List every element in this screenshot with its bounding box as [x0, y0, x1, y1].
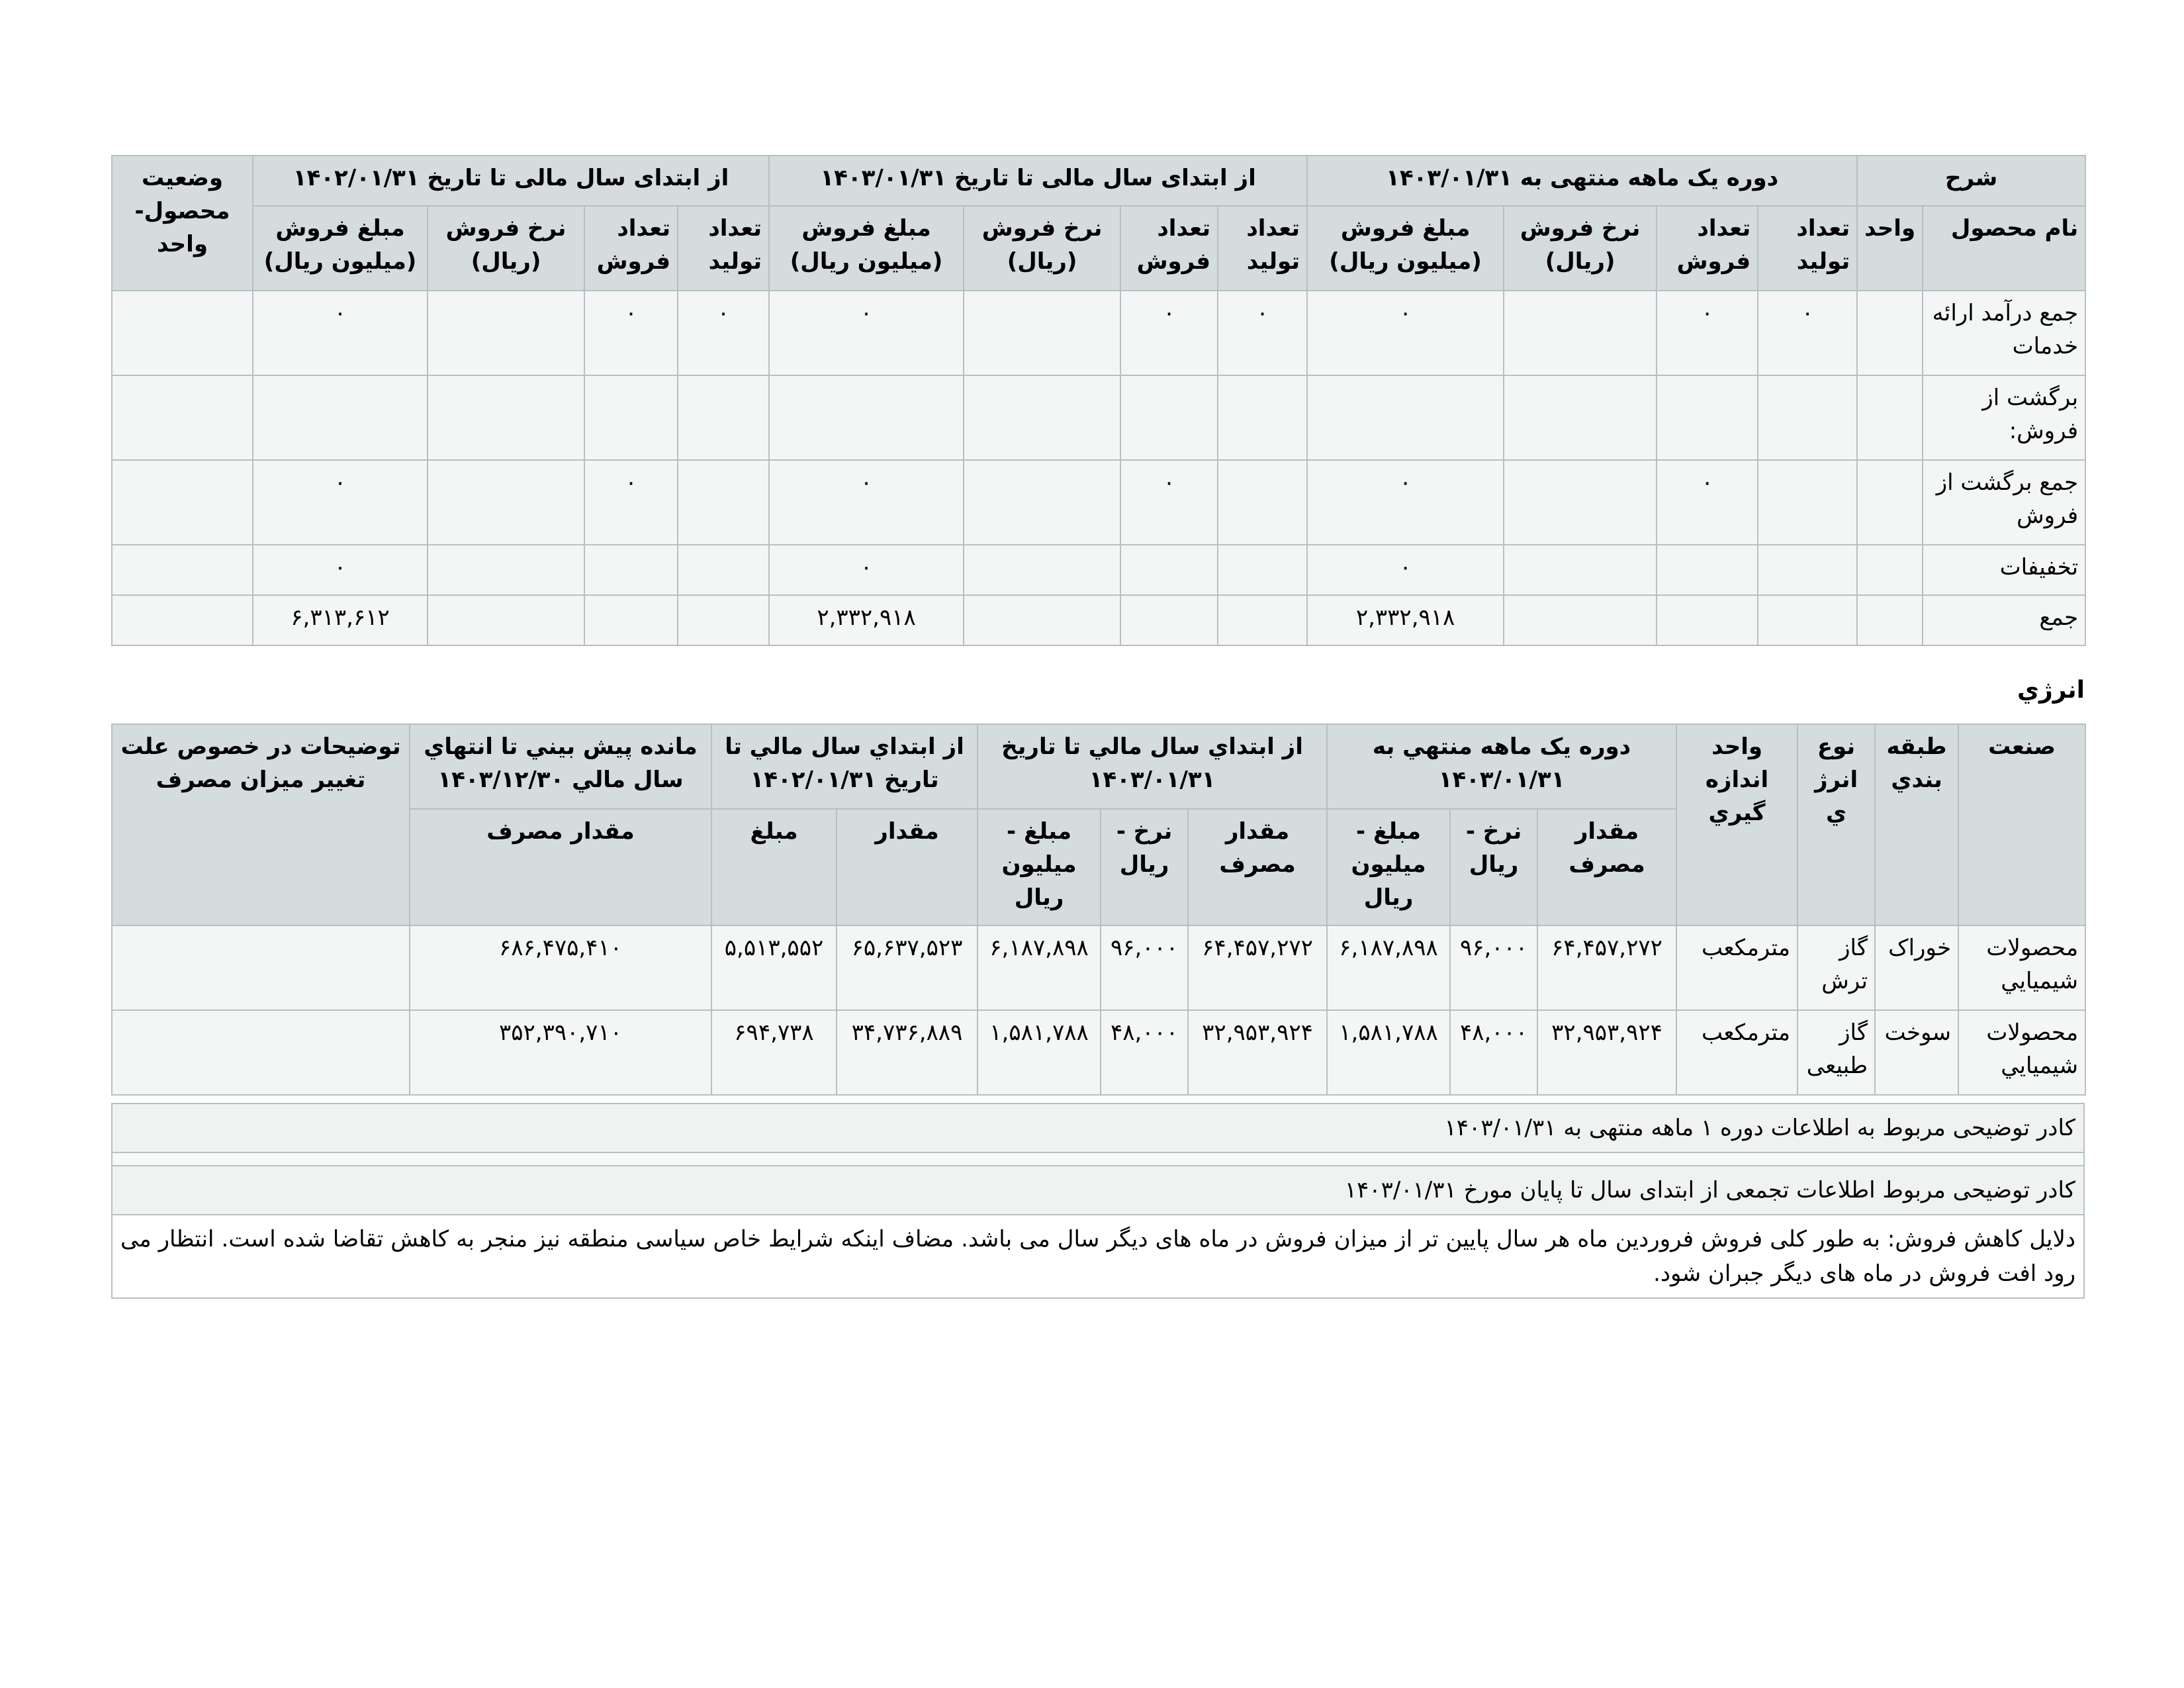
- header-category: طبقه بندي: [1875, 724, 1958, 925]
- value-cell: [1504, 595, 1657, 645]
- value-cell: ۳۴,۷۳۶,۸۸۹: [837, 1010, 978, 1095]
- value-cell: [1218, 375, 1307, 460]
- header-production-count: تعداد تولید: [1758, 206, 1857, 291]
- value-cell: [1758, 375, 1857, 460]
- category-cell: سوخت: [1875, 1010, 1958, 1095]
- header-amount: مبلغ: [711, 809, 837, 925]
- header-period-3: از ابتدای سال مالی تا تاریخ ۱۴۰۲/۰۱/۳۱: [253, 156, 769, 206]
- sales-table: [111, 155, 2086, 646]
- status-cell: [112, 375, 253, 460]
- header-quantity: مقدار: [837, 809, 978, 925]
- value-cell: ۰: [1120, 291, 1218, 375]
- table-row: [112, 291, 2085, 375]
- value-cell: [428, 291, 584, 375]
- value-cell: ۰: [1307, 545, 1504, 595]
- value-cell: ۰: [1218, 291, 1307, 375]
- row-label: برگشت از فروش:: [1923, 375, 2085, 460]
- value-cell: [678, 595, 769, 645]
- value-cell: [964, 595, 1120, 645]
- header-sales-amount: مبلغ فروش (میلیون ریال): [769, 206, 964, 291]
- value-cell: ۱,۵۸۱,۷۸۸: [978, 1010, 1101, 1095]
- value-cell: [428, 545, 584, 595]
- value-cell: ۰: [1657, 291, 1758, 375]
- status-cell: [112, 460, 253, 545]
- row-label: جمع درآمد ارائه خدمات: [1923, 291, 2085, 375]
- explanation-cell: [112, 1010, 410, 1095]
- value-cell: ۶۴,۴۵۷,۲۷۲: [1188, 925, 1327, 1010]
- note-sales-decrease-reason: دلایل کاهش فروش: به طور کلی فروش فروردین ماه هر سال پایین تر از میزان فروش در ماه های دیگر سال می باشد. مضاف اینکه شرایط خاص سیاسی منطقه نیز منجر به کاهش تقاضا شده است. انتظار می رود افت فروش در ماه های دیگر جبران شود.: [111, 1215, 2085, 1299]
- header-sales-rate: نرخ فروش (ریال): [1504, 206, 1657, 291]
- value-cell: [964, 545, 1120, 595]
- energy-type-cell: گاز طبیعی: [1797, 1010, 1875, 1095]
- table-row: [112, 545, 2085, 595]
- value-cell: [1758, 460, 1857, 545]
- header-sharh: شرح: [1857, 156, 2085, 206]
- industry-cell: محصولات شيميايي: [1958, 925, 2085, 1010]
- unit-cell: [1857, 291, 1923, 375]
- value-cell: ۰: [1307, 460, 1504, 545]
- value-cell: ۰: [253, 460, 428, 545]
- value-cell: [1504, 460, 1657, 545]
- value-cell: [584, 595, 678, 645]
- value-cell: [1657, 545, 1758, 595]
- header-sales-amount: مبلغ فروش (میلیون ریال): [253, 206, 428, 291]
- header-production-count: تعداد تولید: [678, 206, 769, 291]
- header-period-2: از ابتدای سال مالی تا تاریخ ۱۴۰۳/۰۱/۳۱: [769, 156, 1307, 206]
- note-cumulative: کادر توضیحی مربوط اطلاعات تجمعی از ابتدای سال تا پایان مورخ ۱۴۰۳/۰۱/۳۱: [111, 1166, 2085, 1215]
- value-cell: ۹۶,۰۰۰: [1101, 925, 1188, 1010]
- category-cell: خوراک: [1875, 925, 1958, 1010]
- value-cell: [1504, 375, 1657, 460]
- value-cell: ۶,۳۱۳,۶۱۲: [253, 595, 428, 645]
- header-remaining-forecast: مانده پيش بيني تا انتهاي سال مالي ۱۴۰۳/۱۲/۳۰: [410, 724, 711, 809]
- value-cell: ۰: [769, 460, 964, 545]
- header-rate: نرخ - ريال: [1101, 809, 1188, 925]
- value-cell: [584, 545, 678, 595]
- value-cell: ۰: [1657, 460, 1758, 545]
- value-cell: ۲,۳۳۲,۹۱۸: [769, 595, 964, 645]
- row-label: تخفیفات: [1923, 545, 2085, 595]
- value-cell: [428, 375, 584, 460]
- energy-section-title: انرژي: [2017, 677, 2085, 704]
- header-unit: واحد: [1857, 206, 1923, 291]
- header-status: وضعیت محصول-واحد: [112, 156, 253, 291]
- value-cell: [1218, 595, 1307, 645]
- header-consumption: مقدار مصرف: [410, 809, 711, 925]
- value-cell: [1758, 595, 1857, 645]
- header-energy-type: نوع انرژي: [1797, 724, 1875, 925]
- energy-table: [111, 724, 2086, 1096]
- note-divider: [111, 1153, 2085, 1166]
- value-cell: ۳۲,۹۵۳,۹۲۴: [1537, 1010, 1676, 1095]
- value-cell: [1218, 460, 1307, 545]
- value-cell: ۰: [769, 545, 964, 595]
- energy-type-cell: گاز ترش: [1797, 925, 1875, 1010]
- value-cell: [964, 460, 1120, 545]
- value-cell: [678, 460, 769, 545]
- header-consumption: مقدار مصرف: [1188, 809, 1327, 925]
- header-period-2: از ابتداي سال مالي تا تاریخ ۱۴۰۳/۰۱/۳۱: [978, 724, 1327, 809]
- table-row: [112, 375, 2085, 460]
- header-sales-count: تعداد فروش: [1120, 206, 1218, 291]
- value-cell: ۰: [1307, 291, 1504, 375]
- header-consumption: مقدار مصرف: [1537, 809, 1676, 925]
- value-cell: [1120, 595, 1218, 645]
- header-period-1: دوره یک ماهه منتهی به ۱۴۰۳/۰۱/۳۱: [1307, 156, 1857, 206]
- header-product-name: نام محصول: [1923, 206, 2085, 291]
- table-row: [112, 1010, 2085, 1095]
- value-cell: [584, 375, 678, 460]
- header-sales-count: تعداد فروش: [1657, 206, 1758, 291]
- header-measure-unit: واحد اندازه گيري: [1676, 724, 1797, 925]
- status-cell: [112, 595, 253, 645]
- header-sales-rate: نرخ فروش (ریال): [428, 206, 584, 291]
- unit-cell: [1857, 460, 1923, 545]
- value-cell: ۴۸,۰۰۰: [1101, 1010, 1188, 1095]
- value-cell: ۲,۳۳۲,۹۱۸: [1307, 595, 1504, 645]
- value-cell: ۶۹۴,۷۳۸: [711, 1010, 837, 1095]
- value-cell: ۵,۵۱۳,۵۵۲: [711, 925, 837, 1010]
- header-amount-million: مبلغ - ميليون ريال: [1327, 809, 1450, 925]
- value-cell: ۴۸,۰۰۰: [1450, 1010, 1537, 1095]
- value-cell: ۱,۵۸۱,۷۸۸: [1327, 1010, 1450, 1095]
- explanation-cell: [112, 925, 410, 1010]
- unit-cell: [1857, 545, 1923, 595]
- value-cell: [1657, 595, 1758, 645]
- value-cell: [428, 595, 584, 645]
- value-cell: ۰: [769, 291, 964, 375]
- remaining-cell: ۳۵۲,۳۹۰,۷۱۰: [410, 1010, 711, 1095]
- value-cell: [1504, 545, 1657, 595]
- header-industry: صنعت: [1958, 724, 2085, 925]
- value-cell: ۰: [253, 291, 428, 375]
- table-row: [112, 595, 2085, 645]
- header-period-1: دوره یک ماهه منتهي به ۱۴۰۳/۰۱/۳۱: [1327, 724, 1676, 809]
- remaining-cell: ۶۸۶,۴۷۵,۴۱۰: [410, 925, 711, 1010]
- value-cell: ۰: [678, 291, 769, 375]
- value-cell: [253, 375, 428, 460]
- value-cell: ۰: [1758, 291, 1857, 375]
- value-cell: ۰: [584, 291, 678, 375]
- value-cell: [1307, 375, 1504, 460]
- value-cell: [964, 291, 1120, 375]
- industry-cell: محصولات شيميايي: [1958, 1010, 2085, 1095]
- header-sales-count: تعداد فروش: [584, 206, 678, 291]
- measure-unit-cell: مترمکعب: [1676, 925, 1797, 1010]
- row-label: جمع: [1923, 595, 2085, 645]
- value-cell: ۰: [1120, 460, 1218, 545]
- unit-cell: [1857, 595, 1923, 645]
- status-cell: [112, 545, 253, 595]
- value-cell: ۳۲,۹۵۳,۹۲۴: [1188, 1010, 1327, 1095]
- header-sales-amount: مبلغ فروش (میلیون ریال): [1307, 206, 1504, 291]
- header-amount-million: مبلغ - ميليون ريال: [978, 809, 1101, 925]
- header-sales-rate: نرخ فروش (ریال): [964, 206, 1120, 291]
- value-cell: [1120, 545, 1218, 595]
- table-row: [112, 925, 2085, 1010]
- note-monthly: کادر توضیحی مربوط به اطلاعات دوره ۱ ماهه منتهی به ۱۴۰۳/۰۱/۳۱: [111, 1103, 2085, 1153]
- measure-unit-cell: مترمکعب: [1676, 1010, 1797, 1095]
- value-cell: ۶۴,۴۵۷,۲۷۲: [1537, 925, 1676, 1010]
- value-cell: ۰: [253, 545, 428, 595]
- header-production-count: تعداد تولید: [1218, 206, 1307, 291]
- row-label: جمع برگشت از فروش: [1923, 460, 2085, 545]
- value-cell: [678, 545, 769, 595]
- header-rate: نرخ - ريال: [1450, 809, 1537, 925]
- value-cell: [1657, 375, 1758, 460]
- status-cell: [112, 291, 253, 375]
- value-cell: [769, 375, 964, 460]
- value-cell: [1120, 375, 1218, 460]
- value-cell: [678, 375, 769, 460]
- value-cell: ۹۶,۰۰۰: [1450, 925, 1537, 1010]
- value-cell: ۰: [584, 460, 678, 545]
- value-cell: [1758, 545, 1857, 595]
- value-cell: ۶۵,۶۳۷,۵۲۳: [837, 925, 978, 1010]
- value-cell: [1218, 545, 1307, 595]
- header-period-3: از ابتداي سال مالي تا تاریخ ۱۴۰۲/۰۱/۳۱: [711, 724, 978, 809]
- header-explanation: توضيحات در خصوص علت تغيير ميزان مصرف: [112, 724, 410, 925]
- value-cell: [428, 460, 584, 545]
- value-cell: ۶,۱۸۷,۸۹۸: [978, 925, 1101, 1010]
- table-row: [112, 460, 2085, 545]
- value-cell: [1504, 291, 1657, 375]
- unit-cell: [1857, 375, 1923, 460]
- value-cell: [964, 375, 1120, 460]
- notes-box: [111, 1103, 2085, 1299]
- value-cell: ۶,۱۸۷,۸۹۸: [1327, 925, 1450, 1010]
